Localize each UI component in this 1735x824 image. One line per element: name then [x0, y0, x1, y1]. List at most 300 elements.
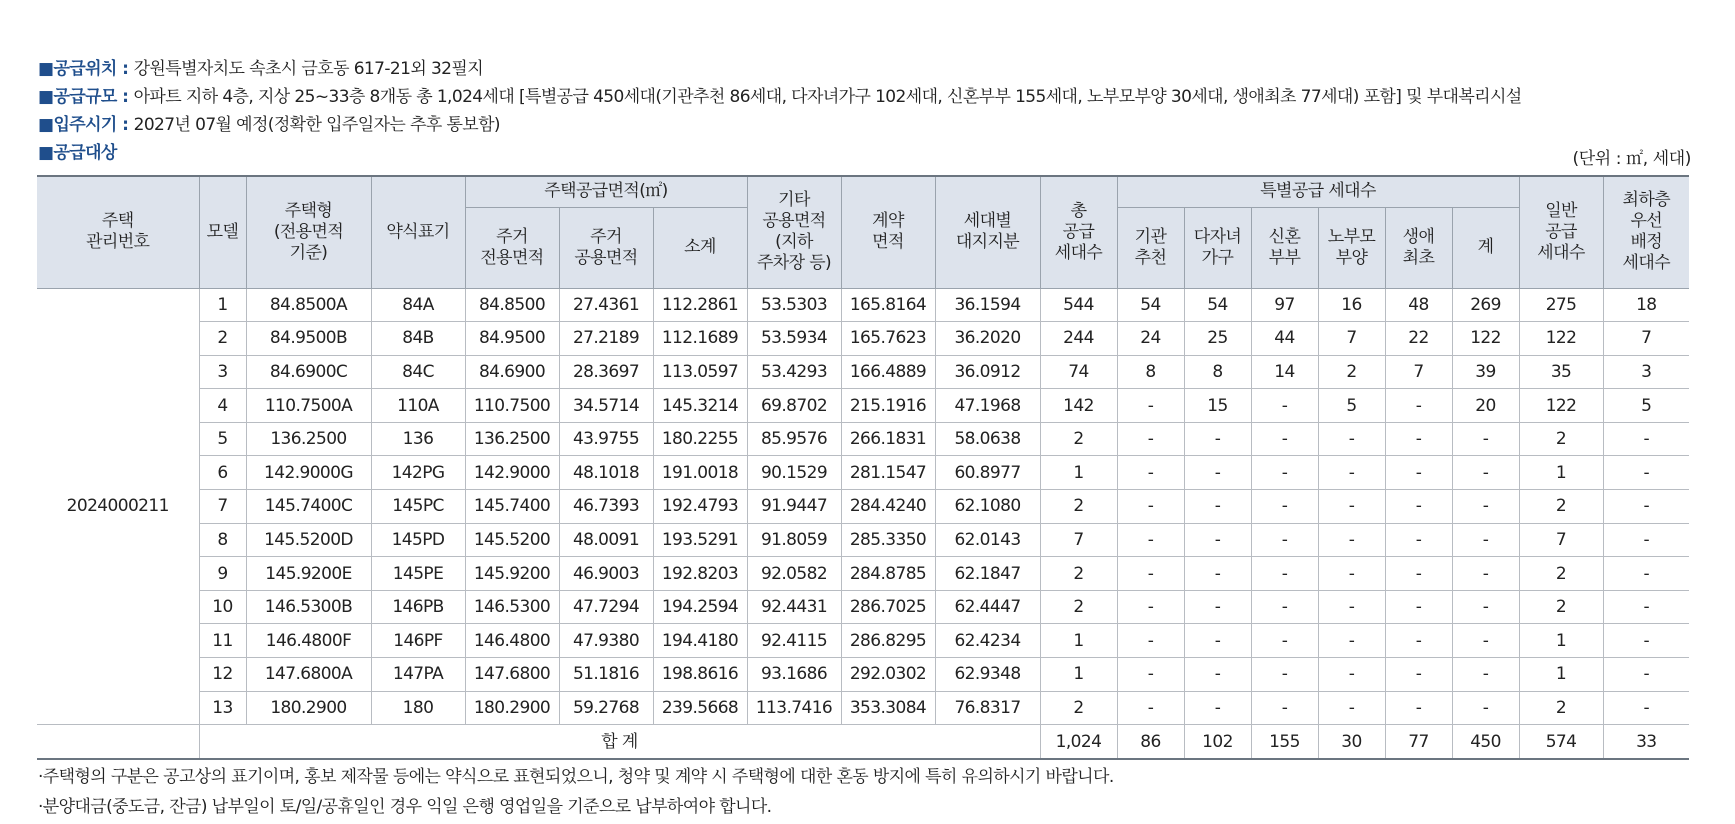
table-cell: 2	[1519, 422, 1603, 456]
table-cell: -	[1251, 658, 1318, 692]
table-cell: 145.9200	[465, 557, 559, 591]
table-row	[37, 322, 1689, 356]
table-cell: 292.0302	[841, 658, 935, 692]
table-cell: -	[1452, 456, 1519, 490]
table-row	[37, 422, 1689, 456]
supply-location-text: 강원특별자치도 속초시 금호동 617-21외 32필지	[133, 59, 484, 79]
table-cell: 353.3084	[841, 691, 935, 725]
table-cell: 544	[1040, 288, 1117, 322]
table-cell: -	[1385, 523, 1452, 557]
table-cell: 91.8059	[747, 523, 841, 557]
table-cell: 113.0597	[653, 355, 747, 389]
table-cell: 1	[1519, 658, 1603, 692]
move-in-period	[38, 114, 500, 136]
table-cell: 180	[371, 691, 465, 725]
table-cell: 1	[1519, 456, 1603, 490]
table-cell: 2	[1519, 590, 1603, 624]
table-cell: 53.4293	[747, 355, 841, 389]
table-cell: 2	[199, 322, 246, 356]
table-cell: -	[1452, 590, 1519, 624]
table-cell: 122	[1519, 389, 1603, 423]
table-cell: 266.1831	[841, 422, 935, 456]
table-cell: 286.7025	[841, 590, 935, 624]
total-cell: 450	[1452, 725, 1519, 759]
header-multi-child: 다자녀 가구	[1184, 207, 1251, 288]
table-cell: 53.5303	[747, 288, 841, 322]
label-colon: :	[116, 87, 134, 107]
table-cell: -	[1318, 691, 1385, 725]
table-cell: 51.1816	[559, 658, 653, 692]
move-in-text: 2027년 07월 예정(정확한 입주일자는 추후 통보함)	[133, 115, 500, 135]
table-cell: 69.8702	[747, 389, 841, 423]
table-cell: 39	[1452, 355, 1519, 389]
bullet-square-icon: ■	[38, 143, 54, 163]
table-cell: -	[1385, 422, 1452, 456]
table-cell: -	[1385, 691, 1452, 725]
table-cell: 136	[371, 422, 465, 456]
header-special-supply: 특별공급 세대수	[1117, 176, 1519, 207]
supply-target	[38, 142, 117, 164]
move-in-label: 입주시기	[53, 115, 117, 135]
table-row	[37, 389, 1689, 423]
header-newlywed: 신혼 부부	[1251, 207, 1318, 288]
table-cell: 1	[1040, 658, 1117, 692]
table-cell: 146.5300	[465, 590, 559, 624]
table-cell: 8	[199, 523, 246, 557]
table-cell: 269	[1452, 288, 1519, 322]
table-cell: 146.4800F	[246, 624, 371, 658]
table-cell: -	[1251, 590, 1318, 624]
table-cell: 36.1594	[935, 288, 1040, 322]
table-row	[37, 624, 1689, 658]
table-cell: 46.7393	[559, 490, 653, 524]
total-cell: 574	[1519, 725, 1603, 759]
unit-note: (단위 : ㎡, 세대)	[1572, 149, 1691, 169]
table-cell: 84B	[371, 322, 465, 356]
table-cell: 145.5200	[465, 523, 559, 557]
table-row	[37, 557, 1689, 591]
table-cell: 84.9500	[465, 322, 559, 356]
table-cell: 92.4431	[747, 590, 841, 624]
table-cell: 110A	[371, 389, 465, 423]
table-cell: 192.8203	[653, 557, 747, 591]
table-cell: -	[1318, 523, 1385, 557]
table-cell: -	[1117, 490, 1184, 524]
total-cell: 77	[1385, 725, 1452, 759]
header-common-area: 주거 공용면적	[559, 207, 653, 288]
note-1: ·주택형의 구분은 공고상의 표기이며, 홍보 제작물 등에는 약식으로 표현되었으니, 청약 및 계약 시 주택형에 대한 혼동 방지에 특히 유의하시기 바랍니다.	[38, 767, 1114, 787]
table-cell: 84.6900	[465, 355, 559, 389]
table-cell: -	[1452, 691, 1519, 725]
header-institution: 기관 추천	[1117, 207, 1184, 288]
table-cell: 2	[1040, 590, 1117, 624]
table-cell: 43.9755	[559, 422, 653, 456]
table-cell: -	[1117, 422, 1184, 456]
table-cell: -	[1184, 456, 1251, 490]
table-cell: 20	[1452, 389, 1519, 423]
table-row	[37, 288, 1689, 322]
table-cell: -	[1603, 422, 1689, 456]
table-cell: 92.0582	[747, 557, 841, 591]
table-cell: 90.1529	[747, 456, 841, 490]
table-cell: -	[1452, 523, 1519, 557]
table-cell: 92.4115	[747, 624, 841, 658]
table-cell: 146.5300B	[246, 590, 371, 624]
header-general-supply: 일반 공급 세대수	[1519, 176, 1603, 288]
table-cell: -	[1117, 624, 1184, 658]
table-cell: 145.9200E	[246, 557, 371, 591]
table-cell: -	[1318, 658, 1385, 692]
table-cell: -	[1318, 590, 1385, 624]
header-lowest-floor: 최하층 우선 배정 세대수	[1603, 176, 1689, 288]
table-cell: -	[1117, 523, 1184, 557]
table-cell: 27.2189	[559, 322, 653, 356]
table-cell: 3	[1603, 355, 1689, 389]
table-cell: 2	[1519, 490, 1603, 524]
table-cell: 146.4800	[465, 624, 559, 658]
table-cell: 28.3697	[559, 355, 653, 389]
total-cell: 86	[1117, 725, 1184, 759]
table-cell: 84.6900C	[246, 355, 371, 389]
table-cell: 54	[1117, 288, 1184, 322]
table-cell: 147PA	[371, 658, 465, 692]
table-cell: 2	[1318, 355, 1385, 389]
table-cell: 180.2255	[653, 422, 747, 456]
table-cell: -	[1603, 658, 1689, 692]
header-supply-area: 주택공급면적(㎡)	[465, 176, 747, 207]
total-blank-cell	[37, 725, 199, 759]
supply-scale-text: 아파트 지하 4층, 지상 25~33층 8개동 총 1,024세대 [특별공급 450세대(기관추천 86세대, 다자녀가구 102세대, 신혼부부 155세대, 노부모부양 30세대, 생애최초 77세대) 포함] 및 부대복리시설	[133, 87, 1522, 107]
table-cell: -	[1385, 590, 1452, 624]
table-cell: -	[1184, 658, 1251, 692]
table-cell: 10	[199, 590, 246, 624]
table-cell: -	[1318, 456, 1385, 490]
table-cell: 180.2900	[465, 691, 559, 725]
table-cell: 145.7400	[465, 490, 559, 524]
table-cell: 147.6800	[465, 658, 559, 692]
table-cell: 35	[1519, 355, 1603, 389]
table-cell: 165.8164	[841, 288, 935, 322]
table-cell: -	[1452, 624, 1519, 658]
header-other-common: 기타 공용면적 (지하 주차장 등)	[747, 176, 841, 288]
total-cell: 1,024	[1040, 725, 1117, 759]
table-cell: 147.6800A	[246, 658, 371, 692]
table-cell: 112.1689	[653, 322, 747, 356]
table-cell: -	[1184, 523, 1251, 557]
table-cell: 110.7500	[465, 389, 559, 423]
table-cell: 145.7400C	[246, 490, 371, 524]
table-cell: -	[1603, 557, 1689, 591]
table-cell: -	[1452, 422, 1519, 456]
supply-scale	[38, 86, 1522, 108]
table-cell: 7	[199, 490, 246, 524]
table-cell: 5	[1603, 389, 1689, 423]
table-cell: 62.1847	[935, 557, 1040, 591]
table-cell: 62.4234	[935, 624, 1040, 658]
total-label: 합 계	[199, 725, 1040, 759]
table-cell: -	[1184, 590, 1251, 624]
table-cell: 24	[1117, 322, 1184, 356]
table-cell: 6	[199, 456, 246, 490]
table-cell: -	[1184, 422, 1251, 456]
supply-location	[38, 58, 483, 80]
table-cell: 192.4793	[653, 490, 747, 524]
table-cell: 84.9500B	[246, 322, 371, 356]
table-cell: 54	[1184, 288, 1251, 322]
table-cell: -	[1318, 422, 1385, 456]
bullet-square-icon: ■	[38, 115, 54, 135]
table-cell: 1	[1040, 624, 1117, 658]
table-cell: 36.0912	[935, 355, 1040, 389]
table-cell: 84.8500	[465, 288, 559, 322]
table-cell: 97	[1251, 288, 1318, 322]
table-cell: 198.8616	[653, 658, 747, 692]
table-cell: 244	[1040, 322, 1117, 356]
table-cell: 145PC	[371, 490, 465, 524]
table-cell: -	[1452, 557, 1519, 591]
table-cell: 194.4180	[653, 624, 747, 658]
table-cell: 166.4889	[841, 355, 935, 389]
table-cell: 47.7294	[559, 590, 653, 624]
supply-location-label: 공급위치	[53, 59, 117, 79]
table-row	[37, 523, 1689, 557]
table-cell: 7	[1603, 322, 1689, 356]
table-cell: 60.8977	[935, 456, 1040, 490]
table-cell: 16	[1318, 288, 1385, 322]
table-cell: 8	[1184, 355, 1251, 389]
header-type: 주택형 (전용면적 기준)	[246, 176, 371, 288]
table-cell: 76.8317	[935, 691, 1040, 725]
bullet-square-icon: ■	[38, 87, 54, 107]
table-cell: -	[1603, 590, 1689, 624]
table-cell: 145PE	[371, 557, 465, 591]
table-cell: 146PB	[371, 590, 465, 624]
table-cell: -	[1251, 557, 1318, 591]
table-cell: 36.2020	[935, 322, 1040, 356]
table-cell: 1	[199, 288, 246, 322]
table-cell: -	[1251, 624, 1318, 658]
table-cell: 2	[1519, 557, 1603, 591]
table-cell: -	[1117, 658, 1184, 692]
table-cell: 122	[1519, 322, 1603, 356]
table-cell: -	[1318, 624, 1385, 658]
header-model: 모델	[199, 176, 246, 288]
table-cell: 165.7623	[841, 322, 935, 356]
table-cell: 11	[199, 624, 246, 658]
table-cell: 9	[199, 557, 246, 591]
table-row	[37, 691, 1689, 725]
table-cell: 93.1686	[747, 658, 841, 692]
table-cell: 122	[1452, 322, 1519, 356]
table-cell: 5	[199, 422, 246, 456]
table-cell: 180.2900	[246, 691, 371, 725]
table-row	[37, 355, 1689, 389]
table-cell: -	[1184, 490, 1251, 524]
table-cell: -	[1452, 490, 1519, 524]
table-cell: -	[1385, 624, 1452, 658]
note-2: ·분양대금(중도금, 잔금) 납부일이 토/일/공휴일인 경우 익일 은행 영업일을 기준으로 납부하여야 합니다.	[38, 797, 772, 817]
table-cell: 74	[1040, 355, 1117, 389]
table-row	[37, 658, 1689, 692]
table-cell: 84.8500A	[246, 288, 371, 322]
table-cell: -	[1184, 691, 1251, 725]
table-cell: -	[1603, 456, 1689, 490]
table-cell: 2	[1040, 557, 1117, 591]
table-cell: 142.9000G	[246, 456, 371, 490]
table-cell: 1	[1519, 624, 1603, 658]
table-cell: 145.3214	[653, 389, 747, 423]
mgmt-no-cell: 2024000211	[37, 288, 199, 725]
table-cell: 15	[1184, 389, 1251, 423]
label-colon: :	[116, 115, 134, 135]
table-cell: 48.0091	[559, 523, 653, 557]
table-cell: 2	[1519, 691, 1603, 725]
supply-target-label: 공급대상	[53, 143, 117, 163]
table-cell: 1	[1040, 456, 1117, 490]
table-cell: -	[1603, 490, 1689, 524]
table-cell: -	[1117, 590, 1184, 624]
table-cell: 62.1080	[935, 490, 1040, 524]
header-abbr: 약식표기	[371, 176, 465, 288]
table-cell: -	[1385, 557, 1452, 591]
table-cell: 284.8785	[841, 557, 935, 591]
table-cell: -	[1452, 658, 1519, 692]
header-first-time: 생애 최초	[1385, 207, 1452, 288]
table-cell: 142	[1040, 389, 1117, 423]
table-row	[37, 590, 1689, 624]
total-row	[37, 725, 1689, 759]
table-cell: 2	[1040, 691, 1117, 725]
table-cell: 59.2768	[559, 691, 653, 725]
table-cell: 194.2594	[653, 590, 747, 624]
table-cell: 142.9000	[465, 456, 559, 490]
table-cell: 284.4240	[841, 490, 935, 524]
table-cell: -	[1117, 456, 1184, 490]
table-cell: 47.1968	[935, 389, 1040, 423]
table-cell: 136.2500	[465, 422, 559, 456]
table-cell: -	[1603, 523, 1689, 557]
table-cell: 7	[1385, 355, 1452, 389]
table-cell: 84C	[371, 355, 465, 389]
table-cell: 7	[1519, 523, 1603, 557]
table-cell: 62.4447	[935, 590, 1040, 624]
table-cell: 25	[1184, 322, 1251, 356]
table-cell: -	[1251, 691, 1318, 725]
table-cell: -	[1318, 490, 1385, 524]
table-cell: 46.9003	[559, 557, 653, 591]
table-cell: -	[1251, 422, 1318, 456]
table-cell: -	[1603, 691, 1689, 725]
table-cell: 3	[199, 355, 246, 389]
supply-scale-label: 공급규모	[53, 87, 117, 107]
table-cell: 4	[199, 389, 246, 423]
table-cell: 2	[1040, 422, 1117, 456]
header-special-total: 계	[1452, 207, 1519, 288]
table-row	[37, 456, 1689, 490]
table-cell: -	[1385, 456, 1452, 490]
table-cell: 142PG	[371, 456, 465, 490]
table-cell: 113.7416	[747, 691, 841, 725]
table-cell: -	[1603, 624, 1689, 658]
header-contract-area: 계약 면적	[841, 176, 935, 288]
table-cell: 281.1547	[841, 456, 935, 490]
table-cell: 12	[199, 658, 246, 692]
table-cell: -	[1385, 658, 1452, 692]
table-cell: 62.9348	[935, 658, 1040, 692]
table-cell: 239.5668	[653, 691, 747, 725]
table-cell: -	[1385, 389, 1452, 423]
header-subtotal: 소계	[653, 207, 747, 288]
table-cell: 34.5714	[559, 389, 653, 423]
table-cell: 48.1018	[559, 456, 653, 490]
header-elderly-parent: 노부모 부양	[1318, 207, 1385, 288]
header-total-supply: 총 공급 세대수	[1040, 176, 1117, 288]
total-cell: 155	[1251, 725, 1318, 759]
table-cell: -	[1184, 557, 1251, 591]
table-cell: 136.2500	[246, 422, 371, 456]
table-cell: -	[1184, 624, 1251, 658]
table-cell: 47.9380	[559, 624, 653, 658]
table-cell: 84A	[371, 288, 465, 322]
table-cell: -	[1318, 557, 1385, 591]
table-cell: 215.1916	[841, 389, 935, 423]
table-cell: 2	[1040, 490, 1117, 524]
header-mgmt-no: 주택 관리번호	[37, 176, 199, 288]
table-cell: 18	[1603, 288, 1689, 322]
table-cell: 193.5291	[653, 523, 747, 557]
table-row	[37, 490, 1689, 524]
label-colon: :	[116, 59, 134, 79]
total-cell: 33	[1603, 725, 1689, 759]
table-cell: 13	[199, 691, 246, 725]
table-cell: 27.4361	[559, 288, 653, 322]
table-cell: 146PF	[371, 624, 465, 658]
table-cell: 48	[1385, 288, 1452, 322]
table-cell: 285.3350	[841, 523, 935, 557]
table-cell: 62.0143	[935, 523, 1040, 557]
table-cell: 44	[1251, 322, 1318, 356]
table-cell: -	[1117, 389, 1184, 423]
table-cell: -	[1251, 523, 1318, 557]
supply-table	[37, 175, 1689, 760]
table-cell: -	[1117, 691, 1184, 725]
table-cell: 14	[1251, 355, 1318, 389]
table-cell: 112.2861	[653, 288, 747, 322]
header-land-share: 세대별 대지지분	[935, 176, 1040, 288]
table-cell: 7	[1318, 322, 1385, 356]
table-cell: 5	[1318, 389, 1385, 423]
table-cell: -	[1385, 490, 1452, 524]
table-cell: 145PD	[371, 523, 465, 557]
bullet-square-icon: ■	[38, 59, 54, 79]
table-cell: 7	[1040, 523, 1117, 557]
table-cell: 286.8295	[841, 624, 935, 658]
table-cell: 275	[1519, 288, 1603, 322]
table-cell: -	[1251, 490, 1318, 524]
table-cell: -	[1251, 456, 1318, 490]
total-cell: 30	[1318, 725, 1385, 759]
table-cell: -	[1251, 389, 1318, 423]
table-cell: 85.9576	[747, 422, 841, 456]
table-cell: 91.9447	[747, 490, 841, 524]
table-cell: 58.0638	[935, 422, 1040, 456]
table-cell: 8	[1117, 355, 1184, 389]
table-cell: 191.0018	[653, 456, 747, 490]
table-cell: -	[1117, 557, 1184, 591]
header-exclusive-area: 주거 전용면적	[465, 207, 559, 288]
table-cell: 110.7500A	[246, 389, 371, 423]
table-cell: 22	[1385, 322, 1452, 356]
